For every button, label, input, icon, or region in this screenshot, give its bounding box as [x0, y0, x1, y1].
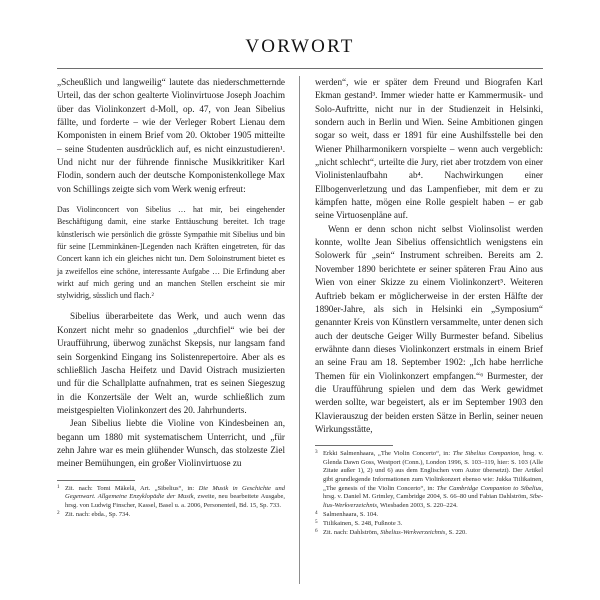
footnote-title-italic: Sibelius-Werkverzeichnis	[323, 493, 543, 509]
footnote-text: Zit. nach: Dahlström,	[323, 529, 381, 537]
footnote-text: , zweite, neu bearbeitete Ausgabe, hrsg. von Ludwig Finscher, Kassel, Basel u. a. 2006, Personenteil, Bd. 15, Sp. 733.	[65, 493, 285, 509]
footnote-number: 5	[315, 519, 318, 526]
paragraph: werden“, wie er später dem Freund und Biografen Karl Ekman gestand³. Immer wieder hatte er Kammermusik- und Solo-Auftritte, nicht nur in der Studienzeit in Helsinki, sondern auch in Berlin und Wien. Seine Ambitionen gingen sogar so weit, dass er 1891 für eine Aushilfsstelle bei den Wiener Philharmonikern vorspielte – wenn auch vergeblich: „nicht schlecht“, urteilte die Jury, riet aber trotzdem von einer Violinistenlaufbahn ab⁴. Nachwirkungen einer Ellbogenverletzung und das Lampenfieber, mit dem er zu kämpfen hatte, mögen eine Rolle gespielt haben – er gab seine Virtuosenpläne auf.	[315, 77, 543, 221]
paragraph: Jean Sibelius liebte die Violine von Kindesbeinen an, begann um 1880 mit systematischem Unterricht, und „für zehn Jahre war es mein glühender Wunsch, das stolzeste Ziel meiner Bemühungen, ein großer Violinvirtuose zu	[57, 418, 285, 469]
footnote-item	[315, 520, 543, 529]
right-column	[315, 76, 543, 586]
footnote-text: Tiilikainen, S. 248, Fußnote 3.	[323, 520, 403, 528]
block-quote: Das Violinconcert von Sibelius … hat mir, bei eingehender Beschäftigung damit, eine starke Enttäuschung bereitet. Ich trage künstlerisch wie persönlich die grösste Sympathie mit Sibelius und bin für seine [Lemminkänen-]Legenden nach Kräften eingetreten, für das Concert kann ich ein gleiches nicht tun. Dem Soloinstrument bietet es ja zweifellos eine schöne, interessante Aufgabe … Die Erfindung aber wirkt auf mich gering und an manchen Stellen erscheint sie mir stylwidrig, süsslich und flach.²	[57, 205, 285, 301]
footnote-text: , S. 220.	[445, 529, 467, 537]
footnote-number: 4	[315, 509, 318, 516]
footnote-item	[315, 511, 543, 520]
footnote-number: 2	[57, 509, 60, 516]
footnote-title-italic: Die Musik in Geschichte und Gegenwart. Allgemeine Enzyklopädie der Musik	[65, 484, 285, 501]
footnote-text: , hrsg. v. Glenda Dawn Goss, Westport (Conn.), London 1996, S. 103–119, hier: S. 103 (Alle Zitate außer 1), 2) und 6) aus dem Englischen vom Autor übersetzt). Der Artikel gibt grundlegende Informationen zum Violinkonzert ebenso wie: Jukka Tiilikainen, „The genesis of the Violin Concerto“, in:	[323, 450, 543, 492]
footnote-text: Zit. nach: Tomi Mäkelä, Art. „Sibelius“, in:	[65, 484, 199, 492]
footnote-separator-rule	[315, 445, 393, 446]
footnote-item	[315, 450, 543, 510]
page-title: VORWORT	[245, 36, 355, 57]
paragraph: „Scheußlich und langweilig“ lautete das niederschmetternde Urteil, das der schon gealterte Violinvirtuose Joseph Joachim über das Violinkonzert d-Moll, op. 47, von Jean Sibelius fällte, und forderte – wie der Verleger Robert Lienau dem Komponisten in einem Brief vom 20. Oktober 1905 mitteilte – seine Studenten ausdrücklich auf, es nicht einzustudieren¹. Und nicht nur der führende finnische Musikkritiker Karl Flodin, sondern auch der deutsche Komponistenkollege Max von Schillings zeigte sich vom Werk wenig erfreut:	[57, 77, 285, 194]
left-column	[57, 76, 285, 586]
footnote-text: , Wiesbaden 2003, S. 220–224.	[376, 501, 458, 509]
footnote-number: 1	[57, 483, 60, 490]
footnote-item	[315, 529, 543, 538]
footnote-text: Erkki Salmenhaara, „The Violin Concerto“, in:	[323, 450, 453, 458]
footnote-item	[57, 511, 285, 520]
footnote-text: , hrsg. v. Daniel M. Grimley, Cambridge 2004, S. 66–80 und Fabian Dahlström,	[323, 484, 543, 501]
paragraph: Sibelius überarbeitete das Werk, und auch wenn das Konzert nicht mehr so gnadenlos „durchfiel“ wie bei der Uraufführung, überwog zunächst Skepsis, nur langsam fand sein Sorgenkind Eingang ins Solistenrepertoire. Aber als es schließlich Jascha Heifetz und David Oistrach musizierten und für die Schallplatte aufnahmen, trat es seinen Siegeszug in die Konzertsäle der Welt an, wurde schließlich zum meistgespielten Violinkonzert des 20. Jahrhunderts.	[57, 311, 285, 415]
footnote-text: Salmenhaara, S. 104.	[323, 510, 379, 518]
footnote-number: 3	[315, 449, 318, 456]
footnote-title-italic: Sibelius-Werkverzeichnis	[380, 529, 446, 537]
footnote-list-right	[315, 450, 543, 537]
title-divider-rule	[57, 68, 543, 69]
paragraph: Wenn er denn schon nicht selbst Violinsolist werden konnte, wollte Jean Sibelius offensichtlich wenigstens ein Solowerk für „sein“ Instrument schreiben. Bereits am 2. November 1890 berichtete er seiner späteren Frau Aino aus Wien von einer Skizze zu einem Violinkonzert⁵. Weiteren Auftrieb bekam er möglicherweise in der ersten Hälfte der 1890er-Jahre, als sich in Helsinki ein „Symposium“ genannter Kreis von Künstlern versammelte, unter denen sich auch der deutsche Geiger Willy Burmester befand. Sibelius erwähnte dann dieses Violinkonzert erstmals in einem Brief an seine Frau am 18. September 1902: „Ich habe herrliche Themen für ein Violinkonzert empfangen.“⁶ Burmester, der die Uraufführung spielen und dem das Werk gewidmet werden sollte, war begeistert, als er im September 1903 den Klavierauszug der beiden ersten Sätze in Berlin, seiner neuen Wirkungsstätte,	[315, 223, 543, 434]
footnote-item	[57, 485, 285, 511]
footnote-list-left	[57, 485, 285, 520]
footnote-title-italic: The Sibelius Companion	[452, 450, 519, 458]
two-column-text-body	[57, 76, 543, 586]
footnote-text: Zit. nach: ebda., Sp. 734.	[65, 510, 131, 518]
footnote-number: 6	[315, 528, 318, 535]
footnote-separator-rule	[57, 480, 135, 481]
footnote-title-italic: The Cambridge Companion to Sibelius	[436, 484, 542, 492]
